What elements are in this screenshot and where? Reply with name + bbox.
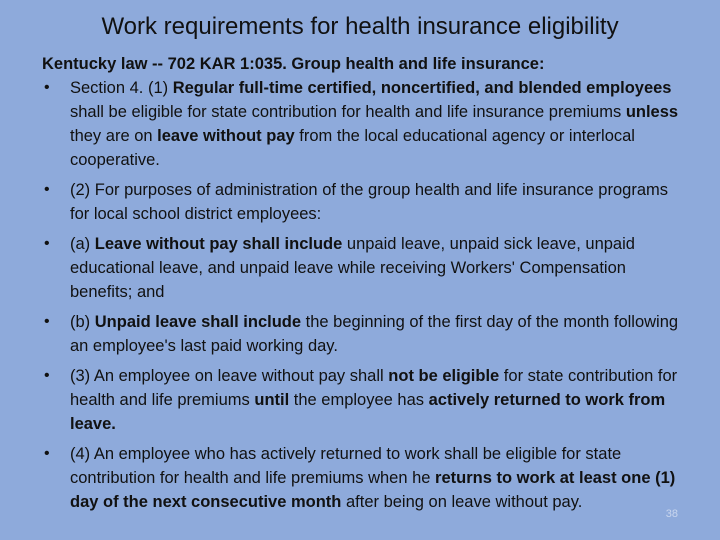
bullet-item	[42, 76, 682, 172]
bullet-text: from the local educational agency or interlocal cooperative.	[70, 127, 635, 169]
slide-content	[42, 52, 682, 520]
bullet-marker-icon: •	[44, 313, 50, 330]
bullet-text-emphasis: unless	[625, 103, 679, 121]
slide-title: Work requirements for health insurance eligibility	[101, 13, 619, 40]
bullet-text-emphasis: until	[254, 391, 290, 409]
bullet-text: (b)	[70, 313, 95, 331]
bullet-text-emphasis: not be eligible	[388, 367, 500, 385]
bullet-item	[42, 178, 682, 226]
bullet-text: unpaid leave, unpaid sick leave, unpaid educational leave, and unpaid leave while receiving Workers' Compensation benefits; and	[70, 235, 635, 301]
bullet-item	[42, 232, 682, 304]
bullet-text: after being on leave without pay.	[341, 493, 583, 511]
bullet-text: for state contribution for health and life premiums	[70, 367, 678, 409]
slide-number: 38	[665, 508, 678, 520]
bullet-item	[42, 310, 682, 358]
bullet-text: the employee has	[289, 391, 429, 409]
bullet-text: (4) An employee who has actively returned to work shall be eligible for state contribution for health and life premiums when he	[70, 445, 622, 487]
bullet-list	[42, 76, 682, 514]
bullet-text: (2) For purposes of administration of the group health and life insurance programs for local school district employees:	[70, 181, 668, 223]
bullet-text: the beginning of the first day of the month following an employee's last paid working day.	[70, 313, 679, 355]
bullet-text-emphasis: Leave without pay shall include	[94, 235, 343, 253]
bullet-item	[42, 364, 682, 436]
bullet-text: (3) An employee on leave without pay shall	[70, 367, 389, 385]
bullet-text: shall be eligible for state contribution for health and life insurance premiums	[70, 103, 626, 121]
bullet-text: Section 4. (1)	[70, 79, 173, 97]
bullet-marker-icon: •	[44, 367, 50, 384]
bullet-marker-icon: •	[44, 79, 50, 96]
bullet-text-emphasis: returns to work at least one (1) day of the next consecutive month	[70, 469, 676, 511]
bullet-item	[42, 442, 682, 514]
law-subheading: Kentucky law -- 702 KAR 1:035. Group health and life insurance:	[42, 55, 545, 73]
bullet-text-emphasis: Unpaid leave shall include	[94, 313, 302, 331]
bullet-text: (a)	[70, 235, 95, 253]
bullet-marker-icon: •	[44, 235, 50, 252]
bullet-text-emphasis: leave without pay	[157, 127, 295, 145]
bullet-text-emphasis: Regular full-time certified, noncertified, and blended employees	[172, 79, 672, 97]
bullet-text-emphasis: actively returned to work from leave.	[70, 391, 666, 433]
bullet-text: they are on	[70, 127, 158, 145]
bullet-marker-icon: •	[44, 181, 50, 198]
bullet-marker-icon: •	[44, 445, 50, 462]
